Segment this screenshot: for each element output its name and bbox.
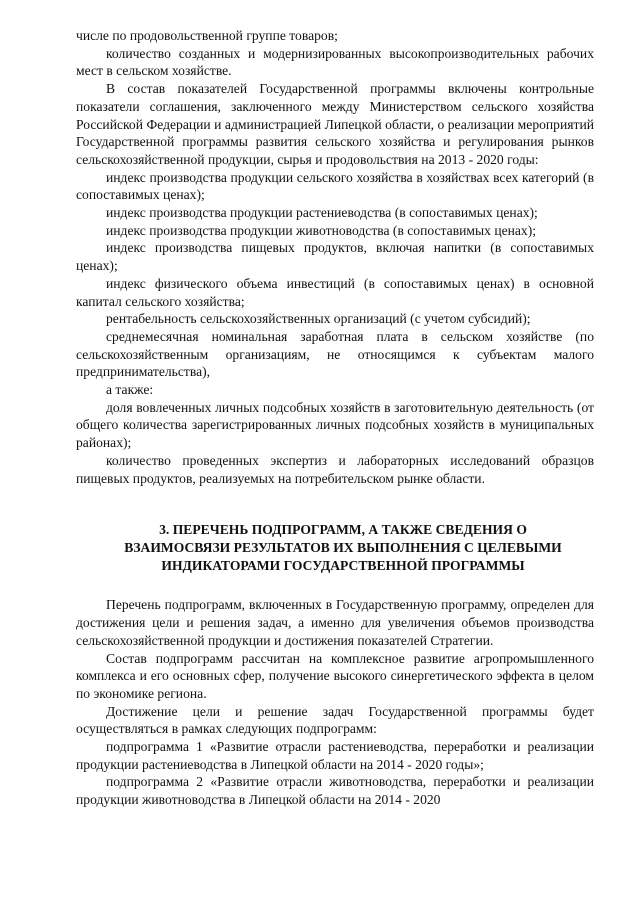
spacer bbox=[76, 487, 594, 521]
section-heading-line: 3. ПЕРЕЧЕНЬ ПОДПРОГРАММ, А ТАКЖЕ СВЕДЕНИЯ О bbox=[159, 522, 527, 538]
bottom-section bbox=[76, 596, 594, 808]
paragraph: подпрограмма 2 «Развитие отрасли животноводства, переработки и реализации продукции животноводства в Липецкой области на 2014 - 2020 bbox=[76, 774, 594, 808]
paragraph: индекс производства продукции животноводства (в сопоставимых ценах); bbox=[106, 222, 537, 238]
paragraph: подпрограмма 1 «Развитие отрасли растениеводства, переработки и реализации продукции растениеводства в Липецкой области на 2014 - 2020 годы»; bbox=[76, 739, 594, 772]
paragraph: рентабельность сельскохозяйственных организаций (с учетом субсидий); bbox=[106, 311, 531, 327]
paragraph: индекс физического объема инвестиций (в сопоставимых ценах) в основной капитал сельского хозяйства; bbox=[76, 275, 594, 309]
paragraph: количество проведенных экспертиз и лабораторных исследований образцов пищевых продуктов, реализуемых на потребительском рынке области. bbox=[76, 452, 594, 486]
paragraph: Достижение цели и решение задач Государственной программы будет осуществляться в рамках следующих подпрограмм: bbox=[76, 703, 594, 737]
paragraph: индекс производства продукции сельского хозяйства в хозяйствах всех категорий (в сопоставимых ценах); bbox=[76, 169, 594, 203]
section-heading-line: ВЗАИМОСВЯЗИ РЕЗУЛЬТАТОВ ИХ ВЫПОЛНЕНИЯ С ЦЕЛЕВЫМИ bbox=[124, 539, 562, 555]
paragraph: числе по продовольственной группе товаров; bbox=[76, 28, 338, 43]
paragraph: индекс производства пищевых продуктов, включая напитки (в сопоставимых ценах); bbox=[76, 240, 594, 274]
paragraph: Перечень подпрограмм, включенных в Государственную программу, определен для достижения цели и решения задач, а именно для увеличения объемов производства сельскохозяйственной продукции и достижения показателей Стратегии. bbox=[76, 597, 594, 648]
paragraph: доля вовлеченных личных подсобных хозяйств в заготовительную деятельность (от общего количества зарегистрированных личных подсобных хозяйств в муниципальных районах); bbox=[76, 399, 594, 451]
paragraph: индекс производства продукции растениеводства (в сопоставимых ценах); bbox=[106, 205, 538, 221]
paragraph: Состав подпрограмм рассчитан на комплексное развитие агропромышленного комплекса и его основных сфер, получение высокого синергетического эффекта в целом по экономике региона. bbox=[76, 650, 594, 701]
top-section bbox=[76, 27, 594, 487]
spacer bbox=[76, 574, 594, 596]
section-heading-line: ИНДИКАТОРАМИ ГОСУДАРСТВЕННОЙ ПРОГРАММЫ bbox=[161, 557, 525, 573]
document-page bbox=[76, 27, 594, 809]
section-heading bbox=[76, 521, 594, 574]
paragraph: а также: bbox=[106, 382, 154, 398]
paragraph: среднемесячная номинальная заработная плата в сельском хозяйстве (по сельскохозяйственным организациям, не относящимся к субъектам малого предпринимательства), bbox=[76, 328, 594, 380]
paragraph: В состав показателей Государственной программы включены контрольные показатели соглашения, заключенного между Министерством сельского хозяйства Российской Федерации и администрацией Липецкой области, о реализации мероприятий Государственной программы развития сельского хозяйства и регулирования рынков сельскохозяйственной продукции, сырья и продовольствия на 2013 - 2020 годы: bbox=[76, 81, 594, 167]
paragraph: количество созданных и модернизированных высокопроизводительных рабочих мест в сельском хозяйстве. bbox=[76, 45, 594, 79]
